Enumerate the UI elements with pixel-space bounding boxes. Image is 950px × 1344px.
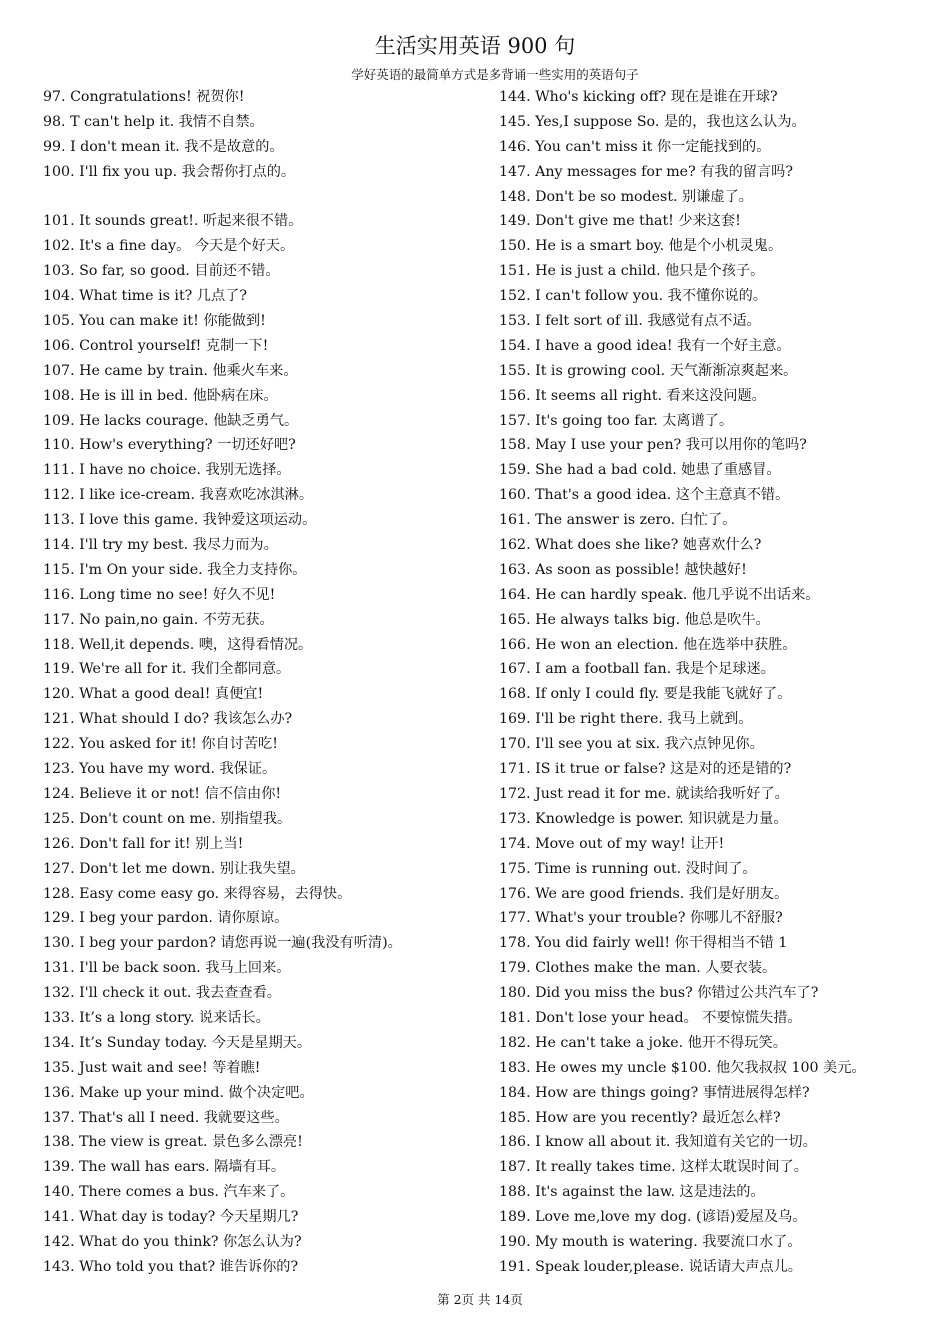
phrase-line: 184. How are things going? 事情进展得怎样?: [499, 1084, 810, 1101]
phrase-line: 102. It's a fine day。 今天是个好天。: [43, 238, 295, 255]
phrase-line: 135. Just wait and see! 等着瞧!: [43, 1059, 261, 1076]
phrase-line: 108. He is ill in bed. 他卧病在床。: [43, 387, 278, 404]
phrase-line: 112. I like ice-cream. 我喜欢吃冰淇淋。: [43, 487, 314, 504]
phrase-line: 188. It's against the law. 这是违法的。: [499, 1184, 765, 1201]
phrase-line: 160. That's a good idea. 这个主意真不错。: [499, 487, 790, 504]
phrase-line: 126. Don't fall for it! 别上当!: [43, 835, 244, 852]
phrase-line: 139. The wall has ears. 隔墙有耳。: [43, 1159, 286, 1176]
phrase-line: 164. He can hardly speak. 他几乎说不出话来。: [499, 586, 820, 603]
blank-line: [43, 185, 493, 210]
phrase-line: 166. He won an election. 他在选举中获胜。: [499, 636, 797, 653]
phrase-line: 148. Don't be so modest. 别谦虚了。: [499, 188, 753, 205]
phrase-line: 183. He owes my uncle $100. 他欠我叔叔 100 美元。: [499, 1059, 866, 1076]
phrase-line: 137. That's all I need. 我就要这些。: [43, 1109, 289, 1126]
phrase-line: 145. Yes,I suppose So. 是的，我也这么认为。: [499, 113, 806, 130]
phrase-line: 156. It seems all right. 看来这没问题。: [499, 387, 766, 404]
phrase-line: 144. Who's kicking off? 现在是谁在开球?: [499, 89, 778, 105]
phrase-line: 124. Believe it or not! 信不信由你!: [43, 785, 282, 802]
phrase-line: 147. Any messages for me? 有我的留言吗?: [499, 163, 793, 180]
phrase-line: 141. What day is today? 今天星期几?: [43, 1209, 299, 1226]
phrase-line: 163. As soon as possible! 越快越好!: [499, 561, 747, 578]
phrase-line: 125. Don't count on me. 别指望我。: [43, 810, 292, 827]
phrase-line: 171. IS it true or false? 这是对的还是错的?: [499, 761, 792, 778]
phrase-line: 165. He always talks big. 他总是吹牛。: [499, 611, 770, 628]
phrase-line: 111. I have no choice. 我别无选择。: [43, 462, 291, 479]
phrase-line: 109. He lacks courage. 他缺乏勇气。: [43, 412, 299, 429]
phrase-line: 105. You can make it! 你能做到!: [43, 313, 266, 330]
phrase-line: 175. Time is running out. 没时间了。: [499, 860, 757, 877]
phrase-line: 190. My mouth is watering. 我要流口水了。: [499, 1233, 802, 1250]
phrase-line: 177. What's your trouble? 你哪儿不舒服?: [499, 910, 783, 927]
phrase-line: 187. It really takes time. 这样太耽误时间了。: [499, 1159, 808, 1176]
phrase-line: 143. Who told you that? 谁告诉你的?: [43, 1258, 299, 1275]
phrase-line: 129. I beg your pardon. 请你原谅。: [43, 910, 289, 927]
phrase-line: 122. You asked for it! 你自讨苦吃!: [43, 736, 278, 753]
phrase-line: 142. What do you think? 你怎么认为?: [43, 1233, 302, 1250]
page-title: 生活实用英语 900 句: [374, 34, 576, 58]
phrase-line: 130. I beg your pardon? 请您再说一遍(我没有听清)。: [43, 935, 402, 952]
phrase-line: 162. What does she like? 她喜欢什么?: [499, 537, 762, 554]
phrase-line: 128. Easy come easy go. 来得容易，去得快。: [43, 885, 352, 902]
phrase-line: 97. Congratulations! 祝贺你!: [43, 89, 245, 105]
phrase-line: 133. It’s a long story. 说来话长。: [43, 1009, 270, 1026]
phrase-line: 138. The view is great. 景色多么漂亮!: [43, 1134, 303, 1151]
phrase-line: 107. He came by train. 他乘火车来。: [43, 362, 298, 379]
phrase-line: 121. What should I do? 我该怎么办?: [43, 711, 293, 728]
phrase-line: 154. I have a good idea! 我有一个好主意。: [499, 337, 791, 354]
phrase-line: 100. I'll fix you up. 我会帮你打点的。: [43, 163, 296, 180]
phrase-line: 150. He is a smart boy. 他是个小机灵鬼。: [499, 238, 783, 255]
phrase-line: 179. Clothes make the man. 人要衣装。: [499, 960, 777, 977]
phrase-line: 115. I'm On your side. 我全力支持你。: [43, 561, 307, 578]
phrase-line: 119. We're all for it. 我们全都同意。: [43, 661, 291, 678]
phrase-line: 98. T can't help it. 我情不自禁。: [43, 113, 264, 130]
phrase-line: 161. The answer is zero. 白忙了。: [499, 512, 737, 529]
page-footer: 第 2页 共 14页: [437, 1292, 523, 1307]
phrase-line: 114. I'll try my best. 我尽力而为。: [43, 537, 278, 554]
phrase-line: 123. You have my word. 我保证。: [43, 761, 277, 778]
phrase-line: 134. It’s Sunday today. 今天是星期天。: [43, 1034, 312, 1051]
phrase-line: 155. It is growing cool. 天气渐渐凉爽起来。: [499, 362, 798, 379]
phrase-line: 101. It sounds great!. 听起来很不错。: [43, 213, 303, 230]
phrase-line: 176. We are good friends. 我们是好朋友。: [499, 885, 789, 902]
phrase-line: 113. I love this game. 我钟爱这项运动。: [43, 512, 317, 529]
phrase-line: 153. I felt sort of ill. 我感觉有点不适。: [499, 313, 761, 330]
right-column: [499, 85, 944, 1280]
phrase-line: 118. Well,it depends. 噢，这得看情况。: [43, 636, 313, 653]
phrase-line: 106. Control yourself! 克制一下!: [43, 337, 269, 354]
phrase-line: 167. I am a football fan. 我是个足球迷。: [499, 661, 775, 678]
phrase-line: 180. Did you miss the bus? 你错过公共汽车了?: [499, 985, 819, 1002]
phrase-line: 103. So far, so good. 目前还不错。: [43, 263, 280, 280]
phrase-line: 189. Love me,love my dog. (谚语)爱屋及乌。: [499, 1209, 807, 1226]
phrase-line: 136. Make up your mind. 做个决定吧。: [43, 1084, 314, 1101]
phrase-line: 127. Don't let me down. 别让我失望。: [43, 860, 305, 877]
phrase-line: 159. She had a bad cold. 她患了重感冒。: [499, 462, 781, 479]
phrase-line: 181. Don't lose your head。 不要惊慌失措。: [499, 1009, 802, 1026]
phrase-line: 110. How's everything? 一切还好吧?: [43, 437, 296, 454]
phrase-line: 174. Move out of my way! 让开!: [499, 835, 725, 852]
left-column: [43, 85, 493, 1280]
phrase-line: 149. Don't give me that! 少来这套!: [499, 213, 741, 230]
phrase-line: 131. I'll be back soon. 我马上回来。: [43, 960, 291, 977]
phrase-line: 117. No pain,no gain. 不劳无获。: [43, 611, 274, 628]
phrase-line: 116. Long time no see! 好久不见!: [43, 586, 276, 603]
page-subtitle: 学好英语的最简单方式是多背诵一些实用的英语句子: [351, 67, 639, 82]
phrase-line: 140. There comes a bus. 汽车来了。: [43, 1184, 295, 1201]
phrase-line: 120. What a good deal! 真便宜!: [43, 686, 264, 703]
phrase-line: 191. Speak louder,please. 说话请大声点儿。: [499, 1258, 802, 1275]
phrase-line: 182. He can't take a joke. 他开不得玩笑。: [499, 1034, 787, 1051]
phrase-line: 169. I'll be right there. 我马上就到。: [499, 711, 753, 728]
phrase-line: 173. Knowledge is power. 知识就是力量。: [499, 810, 788, 827]
phrase-line: 172. Just read it for me. 就读给我听好了。: [499, 785, 789, 802]
phrase-line: 99. I don't mean it. 我不是故意的。: [43, 138, 284, 155]
phrase-line: 185. How are you recently? 最近怎么样?: [499, 1109, 781, 1126]
phrase-line: 146. You can't miss it 你一定能找到的。: [499, 138, 771, 155]
phrase-line: 152. I can't follow you. 我不懂你说的。: [499, 288, 767, 305]
phrase-line: 157. It's going too far. 太离谱了。: [499, 412, 734, 429]
phrase-line: 132. I'll check it out. 我去查查看。: [43, 985, 281, 1002]
phrase-line: 151. He is just a child. 他只是个孩子。: [499, 263, 765, 280]
phrase-line: 178. You did fairly well! 你干得相当不错 1: [499, 935, 788, 952]
phrase-line: 170. I'll see you at six. 我六点钟见你。: [499, 736, 764, 753]
phrase-line: 158. May I use your pen? 我可以用你的笔吗?: [499, 437, 807, 454]
phrase-line: 104. What time is it? 几点了?: [43, 288, 247, 305]
phrase-line: 186. I know all about it. 我知道有关它的一切。: [499, 1134, 817, 1151]
phrase-line: 168. If only I could fly. 要是我能飞就好了。: [499, 686, 792, 703]
